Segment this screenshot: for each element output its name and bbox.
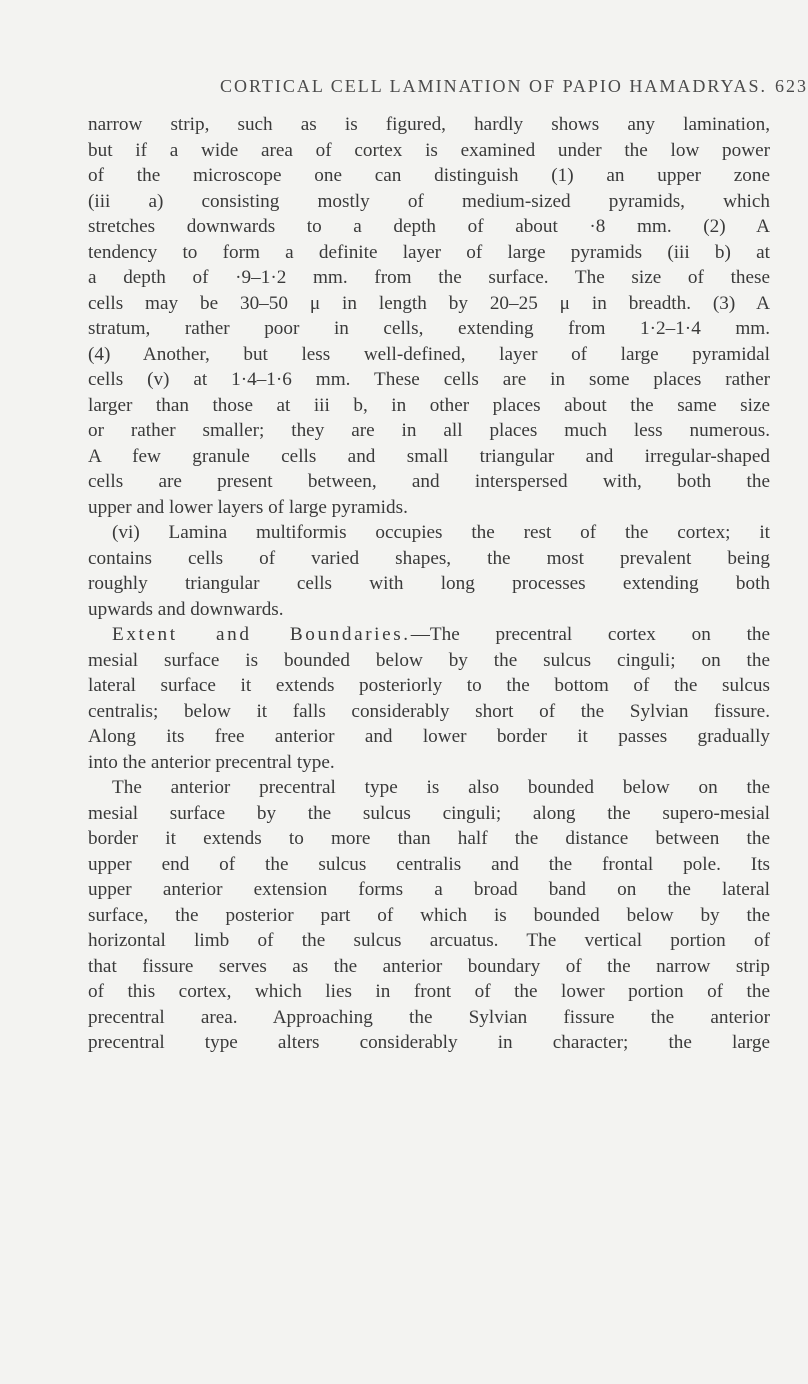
line-text: —The precentral cortex on the (410, 624, 771, 645)
line-text: upper end of the sulcus centralis and the frontal pole. Its (88, 853, 770, 875)
line-text: upper and lower layers of large pyramids. (88, 496, 408, 518)
text-line (88, 954, 770, 980)
line-text: of the microscope one can distinguish (1) an upper zone (88, 165, 770, 186)
text-line (88, 1030, 770, 1056)
line-text: cells may be 30–50 μ in length by 20–25 μ in breadth. (3) A (88, 292, 770, 314)
line-text: larger than those at iii b, in other places about the same size (88, 394, 770, 416)
line-text: precentral area. Approaching the Sylvian fissure the anterior (88, 1006, 770, 1028)
body-text (88, 112, 770, 1056)
line-text: A few granule cells and small triangular and irregular-shaped (88, 445, 770, 467)
text-line (88, 546, 770, 572)
text-line (88, 775, 770, 801)
line-text: precentral type alters considerably in character; the large (88, 1032, 770, 1053)
text-line (88, 418, 770, 444)
text-line (88, 928, 770, 954)
running-head-title: CORTICAL CELL LAMINATION OF PAPIO HAMADRYAS. (220, 76, 767, 96)
line-text: cells (v) at 1·4–1·6 mm. These cells are in some places rather (88, 369, 770, 390)
line-text: or rather smaller; they are in all places much less numerous. (88, 420, 770, 441)
text-line (88, 469, 770, 495)
text-line (88, 138, 770, 164)
text-line (88, 291, 770, 317)
line-text: horizontal limb of the sulcus arcuatus. The vertical portion of (88, 930, 770, 951)
text-line (88, 801, 770, 827)
text-line (88, 750, 770, 776)
line-text: lateral surface it extends posteriorly to the bottom of the sulcus (88, 675, 770, 696)
text-line (88, 367, 770, 393)
text-line (88, 214, 770, 240)
line-text: centralis; below it falls considerably short of the Sylvian fissure. (88, 700, 770, 722)
text-line (88, 520, 770, 546)
line-text: stretches downwards to a depth of about ·8 mm. (2) A (88, 216, 770, 237)
line-text: but if a wide area of cortex is examined under the low power (88, 139, 770, 161)
line-text: upwards and downwards. (88, 598, 284, 620)
text-line (88, 240, 770, 266)
line-text: narrow strip, such as is figured, hardly shows any lamination, (88, 114, 770, 135)
text-line (88, 112, 770, 138)
text-line (88, 724, 770, 750)
line-text: mesial surface by the sulcus cinguli; along the supero-mesial (88, 802, 770, 824)
line-text: (vi) Lamina multiformis occupies the rest of the cortex; it (112, 522, 770, 543)
text-line (88, 393, 770, 419)
line-text: contains cells of varied shapes, the most prevalent being (88, 547, 770, 569)
line-text: stratum, rather poor in cells, extending from 1·2–1·4 mm. (88, 318, 770, 339)
line-text: mesial surface is bounded below by the sulcus cinguli; on the (88, 649, 770, 671)
line-text: tendency to form a definite layer of large pyramids (iii b) at (88, 241, 770, 263)
line-text: Along its free anterior and lower border it passes gradually (88, 726, 770, 747)
line-text: cells are present between, and interspersed with, both the (88, 471, 770, 492)
text-line (88, 316, 770, 342)
text-line (88, 622, 770, 648)
line-text: of this cortex, which lies in front of the lower portion of the (88, 981, 770, 1002)
line-text: (iii a) consisting mostly of medium-sized pyramids, which (88, 190, 770, 212)
text-line (88, 979, 770, 1005)
line-text: into the anterior precentral type. (88, 751, 335, 773)
text-line (88, 444, 770, 470)
section-heading: Extent and Boundaries. (112, 624, 411, 645)
text-line (88, 673, 770, 699)
text-line (88, 877, 770, 903)
text-line (88, 826, 770, 852)
line-text: upper anterior extension forms a broad band on the lateral (88, 879, 770, 900)
text-line (88, 597, 770, 623)
text-line (88, 1005, 770, 1031)
text-line (88, 699, 770, 725)
line-text: border it extends to more than half the distance between the (88, 828, 770, 849)
line-text: (4) Another, but less well-defined, layer of large pyramidal (88, 343, 770, 365)
line-text: surface, the posterior part of which is bounded below by the (88, 904, 770, 926)
text-line (88, 342, 770, 368)
line-text: that fissure serves as the anterior boundary of the narrow strip (88, 955, 770, 977)
line-text: a depth of ·9–1·2 mm. from the surface. The size of these (88, 267, 770, 288)
text-line (88, 163, 770, 189)
text-line (88, 903, 770, 929)
running-head (220, 76, 808, 97)
text-line (88, 189, 770, 215)
text-line (88, 495, 770, 521)
line-text: roughly triangular cells with long processes extending both (88, 573, 770, 594)
text-line (88, 648, 770, 674)
page-number: 623 (774, 76, 808, 96)
text-line (88, 852, 770, 878)
line-text: The anterior precentral type is also bounded below on the (112, 777, 770, 798)
text-line (88, 571, 770, 597)
text-line (88, 265, 770, 291)
